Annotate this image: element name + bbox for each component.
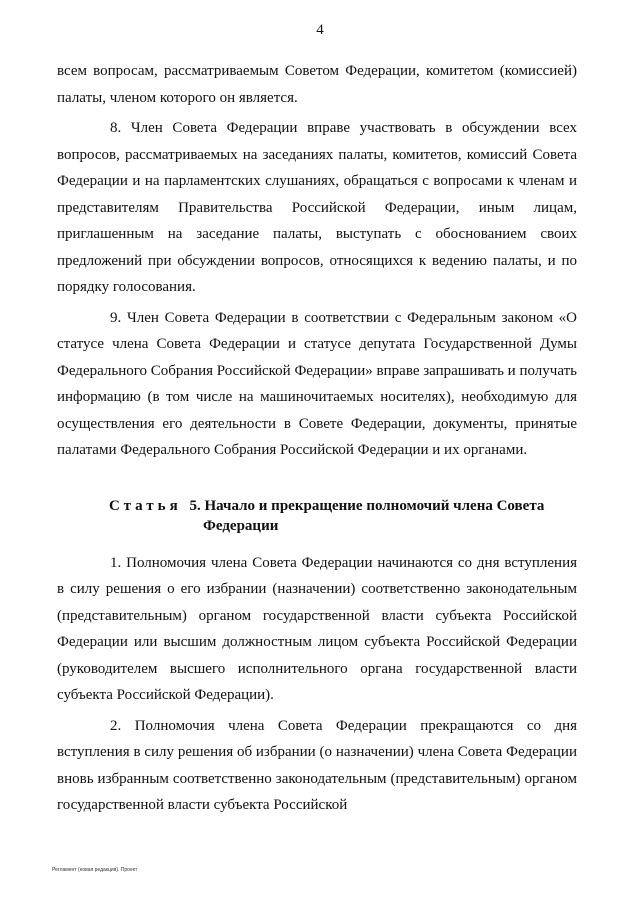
article-heading (57, 496, 577, 536)
document-body (57, 58, 577, 819)
article-title-line1: Начало и прекращение полномочий члена Совета (204, 497, 545, 514)
paragraph-8: 8. Член Совета Федерации вправе участвовать в обсуждении всех вопросов, рассматриваемых на заседаниях палаты, комитетов, комиссий Совета Федерации и на парламентских слушаниях, обращаться с вопросами к членам и представителям Правительства Российской Федерации, иным лицам, приглашенным на заседание палаты, выступать с обоснованием своих предложений при обсуждении вопросов, относящихся к ведению палаты, и по порядку голосования. (57, 120, 577, 295)
paragraph-continuation: всем вопросам, рассматриваемым Советом Федерации, комитетом (комиссией) палаты, членом которого он является. (57, 63, 577, 106)
article-prefix: Статья (109, 497, 182, 514)
article-number: 5. (189, 497, 201, 514)
page-number: 4 (316, 22, 324, 38)
paragraph-9: 9. Член Совета Федерации в соответствии с Федеральным законом «О статусе члена Совета Федерации и статусе депутата Государственной Думы Федерального Собрания Российской Федерации» вправе запрашивать и получать информацию (в том числе на машиночитаемых носителях), необходимую для осуществления его деятельности в Совете Федерации, документы, принятые палатами Федерального Собрания Российской Федерации и их органами. (57, 309, 577, 458)
article-5-paragraph-2: 2. Полномочия члена Совета Федерации прекращаются со дня вступления в силу решения об избрании (о назначении) члена Совета Федерации вновь избранным соответственно законодательным (представительным) органом государственной власти субъекта Российской (57, 717, 577, 813)
article-title-line2: Федерации (203, 517, 279, 534)
footer-note: Регламент (новая редакция). Проект (52, 867, 138, 873)
article-5-paragraph-1: 1. Полномочия члена Совета Федерации начинаются со дня вступления в силу решения о его избрании (назначении) соответственно законодательным (представительным) органом государственной власти субъекта Российской Федерации или высшим должностным лицом субъекта Российской Федерации (руководителем высшего исполнительного органа государственной власти субъекта Российской Федерации). (57, 554, 577, 703)
